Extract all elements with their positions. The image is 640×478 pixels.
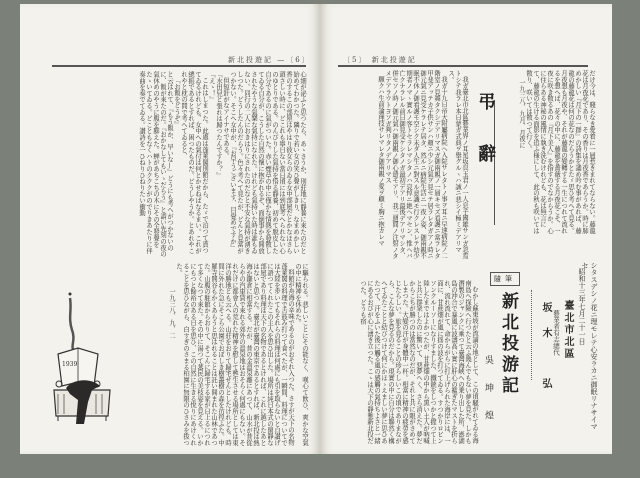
dialogue: 『水田兒と張れは歸つたんですか？』 xyxy=(215,71,222,179)
paragraph: と云はれて、『もう飯か、早いな—』どうにも考へがつかないのに、飯が來たのだ。『おかなしてもいゝだらう』と謂い先刻の夜の氣休めのやうに腹を膨えた。蝉があちこちの木にその全發聲をたゝいてゐる。どこともなくハトのクククがのでりきあたりに伴奏曲を奏でてゐる。讃詩を一ひねりひねりたい衝動 xyxy=(138,71,173,257)
eulogy-signer: 坂 木 弘 xyxy=(540,302,551,395)
paragraph: 我ガ臺北市北區藝業界ノ耳星坂良玉君ノ一人息子國雄サンガ忽焉トシテ我ラレ本日蒙ガ式典ヲ擧グルヽハ誠ニ悲シイ極ミデアリマス。 xyxy=(447,70,468,259)
paragraph: むかし蘇東坡が流謫の地として、この頃騒がれてゐる海南島へ探險へ行つたと云ふ幾んでもない夢を見た。しかも潛製のジャンクに乘つて臺灣海峽への乗り出した所、澎湖島の沖合で暴風に波濤高い實に肝心の襤ぎたマストを折られ、流れ流れて、命からがらに打上げられた海岸には、一面に、甘蔗畑が風に揺の波を打つてゐる。すつかりロビンソンクルーソーになりすました、鐵銃をしつかと握つて上陸したまではよかつたが、甘蔗畑の中から黑い土人が吶喊と共に群衆したのに驚いて、惡夢へく、さら消えた。夢だからこちが勝つのは當然なのだが、それと共に眼がさめてしまつた。大變の汗が身體中一杯。相當に精神の疲勞を感じたらしい。旅を見ることの珍らしいこの頃でありまながら、こんな夢を見るのだから。現實の中に自分は聯然く構へてゐたことと結びつけて何にかほゝえましい夢に思ひあたつて、汗をふいた後に觸る風の感觸の氣持ちよさと一緒にあるおびが心に湧き立つた。こゝは天下の靜雅新北投だつた。どうも宿 xyxy=(359,280,478,444)
page-number: 〔5〕 xyxy=(343,56,368,64)
essay-date: 一九三八、九、二 xyxy=(168,288,175,339)
eulogy-group: 藝業者有志總代 xyxy=(552,310,560,356)
paragraph: だけ今は、賤らなき愛着に一層惹きまれてならない。藤龍花は月夜花であり、その香りは月夜香であらうか。時に肺めかしい『月下の一群』の詩集を誦め吟む事があれば、藤龍の藤龍花は何の花なのだらうかとたゞ思ひ考へて見る。月夜想も月夜や、それが藤龍の變轉する一生につれて流れるを想へば、花々の中に、藤龍を薔薇する月夜花こそ、一夜に咲き散るあの『月下美人』を指すのでなからうか。心に住らある神秘の風情に執き洗むけれども、花は無言にて、藤龍の生ける面影を追ふ様にして、此の秋も咲いては散り、咲いては散つて行く。 xyxy=(525,70,595,234)
running-title: 新北投遊記 xyxy=(228,56,273,64)
left-top-text xyxy=(90,71,306,257)
paragraph: 願クハ生前論理技サレマレタ御兩親ノ愛ヲ顧ミ胸ニ抱カレマ xyxy=(377,76,384,247)
previous-essay-ending xyxy=(498,70,595,238)
right-page-header xyxy=(343,55,417,65)
paragraph: 心細が泌ふと思つたら、あゝさうか、別莊地に靜養に來たのだと始めてわかつた。隣りで若い女の笑ひ聲がしきり、なまめかしい香のするこの部屋はやはり彼女らのゐる女中部屋だとかなほさら頭さしい時に、どこれも寧日ない當日頃には到底考へられない心のゆとりである。のんびりした氣持を悟る靜養、初めて脱皮した自分であるのに氣がついた。赤い煙草の中に僅かな情熱を發散してゐる自分が、こうした自然の懷に抱かれるぞ、面倒事から開放されたやうな氣樂な氣持になれた。けれども氣持いた時は誰もゐない。同行の二人におきはりにされたのだなと不安な氣持が湧きしつた。どうしたんのだらう。色々考へて見たが、どんと見當がつかない。そこへ女中が、『お早うございます、目覺めですか』 xyxy=(229,71,306,254)
paragraph: これはしまつた。此處は蓬萊閣別館だから、たゞで泊つて貰つてゐるけれども、女中への氣付は何とかせねばなるまい。これが總振であるとすれば、困つたものだ。どうしやうか。とあれやこれやと枕の間で考へてゐると、 xyxy=(180,71,208,254)
paragraph: に驅られる。悲しいことにその能なく、嘆心て飲ひ、爽かな空氣の中に精神を休めた。 xyxy=(294,263,308,446)
left-page-header xyxy=(228,55,311,65)
paragraph: 料館が舟海の辛味であるのがおそれ入つた。さすが天下の名物蓬萊閣の料理で舌鼓み打つて食べたが、一瞬間、料理についてでは大陸を步いてもそれらの料理は何處にも引を取らないと自讃げに語つてくれたこの主人を思ひ出した。場所は純日本式の閑靜な部屋であり料理は天下の名物であるとければ、これに越したあとはないと思つた。臺北が臺灣の東京であるとすれば、新北投は熱海か鎌倉に相當する。だが、昔の金溫泉離にあつて、山水が昔從らやの汽車賃で來れる郊外の温泉地はおそらく何處にもない。それだけに都會人の荒れた精神を慰して甦生させる場所としては東洋の勝地とも云へる。山莊をおりて歸宅せんとしたけれども、時間に外れた急にそこら公園でおぼしき樹叢樹の森を彷徨ふた。中羅寺開谷もかくあらうと思はれることは託い開まれた山林であつた。山腹の駐館からおりて、そこんに歸宅する家が日上るにつれて多くなつて來た。その中に湯つて蕃民の美枝姿を見える。いかにもつと餘裕のある日を思ひ、この自然に生きる悦りにあけくれることを思ひながら、白すぎのさまる柏園に無限のひさみを抜つた。 xyxy=(175,263,294,446)
eulogy-closing: シタスデシノ花ニ理モレテ心安ラカニ御眠リナサイマセ xyxy=(581,262,598,430)
paragraph: 但短針がなアイナサである。 xyxy=(222,77,229,160)
page-number: —〔6〕 xyxy=(277,56,311,64)
left-bottom-text xyxy=(122,263,308,448)
dialogue: 『えゝ！』 xyxy=(208,71,215,103)
eulogy-text xyxy=(326,70,468,260)
essay-category-badge: 隨筆 xyxy=(490,272,520,286)
column-divider xyxy=(531,290,533,380)
essay-date: 一九三八、九月、月夜に xyxy=(518,79,525,149)
eulogy-place: 臺北市北區 xyxy=(562,300,573,360)
running-title: 新北投遊記 xyxy=(371,56,417,64)
dialogue: 『お飯をどうぞ』 xyxy=(173,77,180,128)
newspaper-date: 1939 xyxy=(62,361,78,368)
essay-author: 吳 坤 煌 xyxy=(483,355,493,428)
header-rule xyxy=(52,65,306,67)
header-rule xyxy=(338,65,588,67)
essay-title: 新北投游記 xyxy=(498,292,518,397)
eulogy-date: 昭和十三年七月二十一日 xyxy=(578,268,586,345)
paragraph: 我ガ十九日帝大附屬病院ヘ入院サレタトノ事ヲ耳ニ早速病院ノ二階室ノ見舞タクシデアリマスガ御兩親ノ一層キセズ看護ニ當ラレタ甲斐アッテカ子供サンハ顏ニ少シ元氣ヲ見セテ居ラレタガアノ時ニ御元氣ニ見受ケラレテ居タ、然ルニ病院生活ニ一夜ノ姿、御兩親不眠不休ノ御看護モ空シク未ダ人生ニ對スル意識モ行クレスレテ幼少期者ノマヽ實ルノ客トセラレマシタノハ哀悼ニ絶ヘマセン、惟ヘバ亡クナラレル前日御見受ケシタノガ最初デアリ最後デアリマシタ、併セソノ時ノ御元氣ハ御兩親ノ御心遣モアリ、我三週間ノ注射ノタメデアラウトヨソガ判リタノデアリマス xyxy=(384,70,447,259)
bath-newspaper-illustration xyxy=(48,290,118,425)
eulogy-title: 弔辭 xyxy=(475,92,496,196)
essay-body xyxy=(326,280,478,450)
